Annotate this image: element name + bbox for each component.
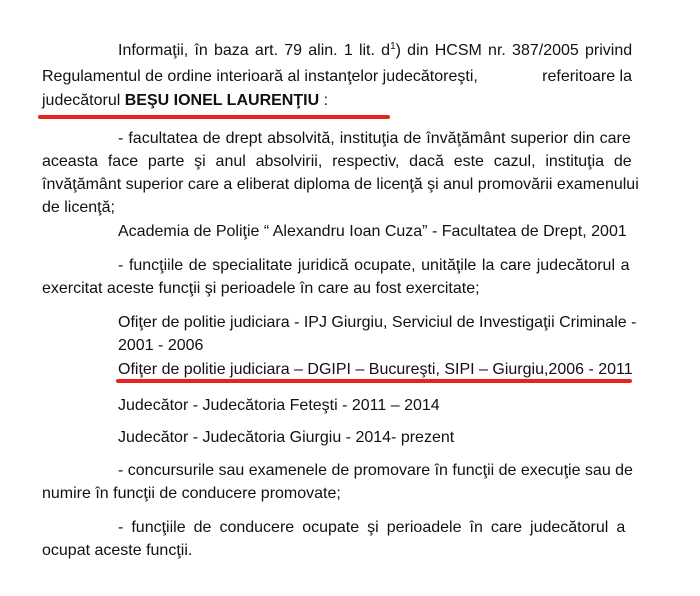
job-entry-1-line-2 <box>118 336 203 356</box>
job-entry-3 <box>118 396 440 416</box>
judge-name-underline <box>38 115 390 119</box>
section3-text-2: numire în funcţii de conducere promovate; <box>42 485 341 502</box>
job-entry-3-text: Judecător - Judecătoria Feteşti - 2011 – 2014 <box>118 397 440 414</box>
section1-line-2 <box>42 152 632 172</box>
education-text: Academia de Poliţie “ Alexandru Ioan Cuza” - Facultatea de Drept, 2001 <box>118 223 627 240</box>
job-entry-2-underline <box>116 379 632 383</box>
intro-line-1: Informaţii, în baza art. 79 alin. 1 lit. d1) din HCSM nr. 387/2005 privind <box>118 40 633 59</box>
section4-text-1: - funcţiile de conducere ocupate şi perioadele în care judecătorul a <box>118 519 626 536</box>
section4-line-2 <box>42 541 192 561</box>
education-entry <box>118 222 627 242</box>
intro-text-1b: ) din HCSM nr. 387/2005 privind <box>395 42 633 59</box>
job-entry-1-text-1: Ofiţer de politie judiciara - IPJ Giurgiu, Serviciul de Investigaţii Criminale - <box>118 314 637 331</box>
intro-text-3b: : <box>319 92 329 109</box>
section4-text-2: ocupat aceste funcţii. <box>42 542 193 559</box>
intro-text-1a: Informaţii, în baza art. 79 alin. 1 lit. d <box>118 42 391 59</box>
section2-text-1: - funcţiile de specialitate juridică ocupate, unităţile la care judecătorul a <box>118 257 630 274</box>
section2-text-2: exercitat aceste funcţii şi perioadele în care au fost exercitate; <box>42 280 480 297</box>
job-entry-2-text: Ofiţer de politie judiciara – DGIPI – Bucureşti, SIPI – Giurgiu, <box>118 361 549 378</box>
job-entry-2-period: 2006 - 2011 <box>548 361 633 378</box>
section1-text-4: de licenţă; <box>42 199 115 216</box>
section1-text-1: - facultatea de drept absolvită, instituţia de învăţământ superior din care <box>118 130 631 147</box>
section1-line-3 <box>42 175 639 195</box>
job-entry-1-line-1 <box>118 313 637 333</box>
section3-text-1: - concursurile sau examenele de promovare în funcţii de execuţie sau de <box>118 462 633 479</box>
intro-line-3 <box>42 91 328 111</box>
section2-line-2 <box>42 279 480 299</box>
intro-text-3a: judecătorul <box>42 92 121 109</box>
section1-text-2: aceasta face parte şi anul absolvirii, respectiv, dacă este cazul, instituţia de <box>42 153 632 170</box>
intro-text-2a: Regulamentul de ordine interioară al instanţelor judecătoreşti, <box>42 68 478 85</box>
section1-line-4 <box>42 198 115 218</box>
judge-name: BEŞU IONEL LAURENŢIU <box>124 92 320 109</box>
section1-line-1 <box>118 129 632 149</box>
section3-line-1 <box>118 461 632 481</box>
section2-line-1 <box>118 256 632 276</box>
job-entry-1-text-2: 2001 - 2006 <box>118 337 204 354</box>
section1-text-3: învăţământ superior care a eliberat diploma de licenţă şi anul promovării examenului <box>42 176 639 193</box>
intro-line-2 <box>42 67 632 87</box>
intro-text-2b: referitoare la <box>542 68 632 85</box>
job-entry-4-text: Judecător - Judecătoria Giurgiu - 2014- prezent <box>118 429 455 446</box>
job-entry-4 <box>118 428 454 448</box>
job-entry-2 <box>118 360 633 380</box>
section3-line-2 <box>42 484 341 504</box>
section4-line-1 <box>118 518 632 538</box>
